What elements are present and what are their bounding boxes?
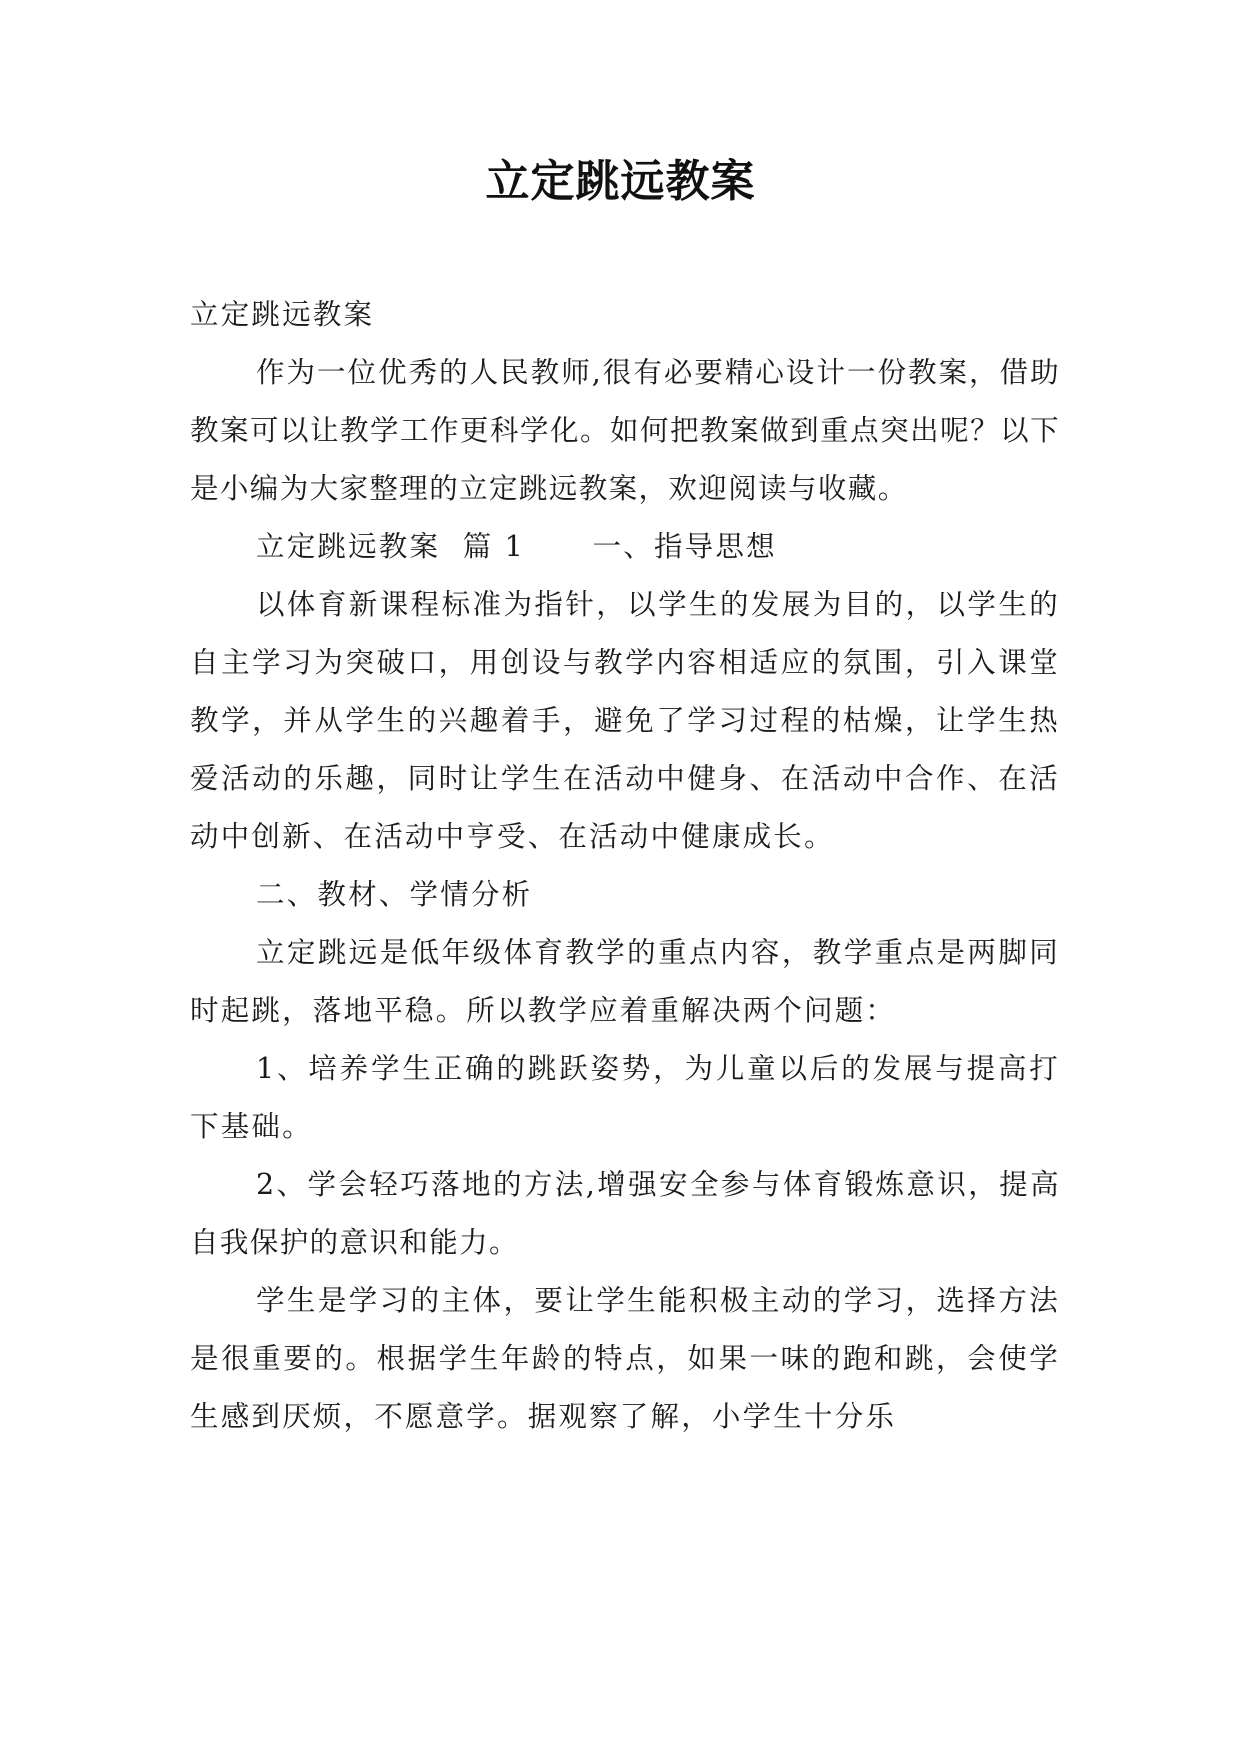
document-title: 立定跳远教案	[485, 156, 756, 207]
intro-paragraph: 作为一位优秀的人民教师,很有必要精心设计一份教案，借助教案可以让教学工作更科学化。如何把教案做到重点突出呢？以下是小编为大家整理的立定跳远教案，欢迎阅读与收藏。	[190, 356, 1060, 505]
material-analysis-paragraph: 立定跳远是低年级体育教学的重点内容，教学重点是两脚同时起跳，落地平稳。所以教学应着重解决两个问题：	[190, 936, 1060, 1027]
students-paragraph: 学生是学习的主体，要让学生能积极主动的学习，选择方法是很重要的。根据学生年龄的特点，如果一味的跑和跳，会使学生感到厌烦，不愿意学。据观察了解，小学生十分乐	[190, 1284, 1060, 1433]
section-heading-2: 二、教材、学情分析	[256, 878, 533, 911]
body-subtitle: 立定跳远教案	[190, 298, 375, 331]
document-body	[190, 286, 1060, 1446]
list-item-2: 2、学会轻巧落地的方法,增强安全参与体育锻炼意识，提高自我保护的意识和能力。	[190, 1168, 1060, 1259]
section-heading-1: 立定跳远教案 篇 1 一、指导思想	[256, 530, 777, 563]
list-item-1: 1、培养学生正确的跳跃姿势，为儿童以后的发展与提高打下基础。	[190, 1052, 1060, 1143]
guiding-ideology-paragraph: 以体育新课程标准为指针，以学生的发展为目的，以学生的自主学习为突破口，用创设与教学内容相适应的氛围，引入课堂教学，并从学生的兴趣着手，避免了学习过程的枯燥，让学生热爱活动的乐趣，同时让学生在活动中健身、在活动中合作、在活动中创新、在活动中亨受、在活动中健康成长。	[190, 588, 1060, 853]
